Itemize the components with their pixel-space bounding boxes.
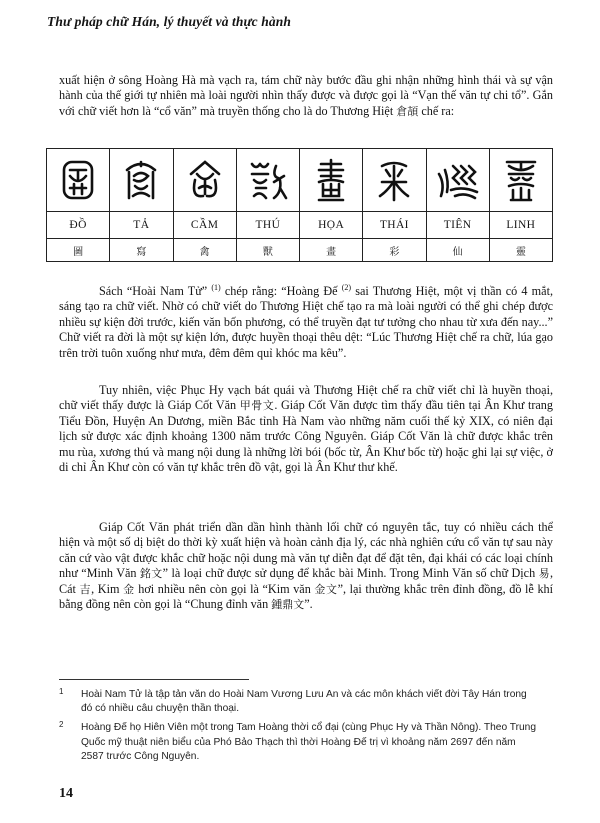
seal-glyph-linh	[489, 149, 552, 212]
page-number: 14	[59, 786, 73, 801]
glyph-han: 仙	[426, 239, 489, 262]
paragraph-hoai-nam-tu: Sách “Hoài Nam Tử” $^{(1)}$ chép rằng: “Hoàng Đế $^{(2)}$ sai Thương Hiệt, một vị thần có 4 mắt, sáng tạo ra chữ viết. Nhờ có chữ viết do Thương Hiệt chế tạo ra mà loài người có thể ghi chép được nhiều sự kiện đời trước, kiến văn bốn phương, có thể truyền đạt tư tưởng cho nhau từ xưa đến nay...” Chữ viết ra đời là một sự kiện lớn, được huyền thoại thêu dệt: “Lúc Thương Hiệt chế ra chữ, lúa gạo trên trời tuôn xuống như mưa, đêm đêm quỉ khóc ma kêu”.	[59, 282, 553, 360]
glyph-name: TIÊN	[426, 212, 489, 239]
glyph-name: CẦM	[173, 212, 236, 239]
glyph-han: 畫	[300, 239, 363, 262]
glyph-name: THÁI	[363, 212, 426, 239]
paragraph-kim-van: Giáp Cốt Văn phát triển dần dần hình thành lối chữ có nguyên tắc, tuy có nhiều cách thể hiện và một số dị biệt do thời kỳ xuất hiện và hoàn cảnh địa lý, các nhà nghiên cứu cổ văn tự sau này căn cứ vào vật được khắc chữ hoặc nội dung mà văn tự diễn đạt để đặt tên, đại khái có các loại chính như “Minh Văn 銘文” là loại chữ được sử dụng để khắc bài Minh. Trong Minh Văn số chữ Dịch 易, Cát 吉, Kim 金 hơi nhiều nên còn gọi là “Kim văn 金文”, lại thường khắc trên đỉnh đồng, đồ lễ khí bằng đồng nên còn gọi là “Chung đỉnh văn 鍾鼎文”.	[59, 520, 554, 612]
glyph-name: LINH	[489, 212, 552, 239]
glyph-han: 寫	[110, 239, 173, 262]
chinese-chars: 銘文	[139, 567, 163, 581]
glyph-han: 禽	[173, 239, 236, 262]
footnotes	[59, 688, 539, 769]
glyph-han: 靈	[489, 239, 552, 262]
footnote-text: Hoàng Đế họ Hiên Viên một trong Tam Hoàng thời cổ đại (cùng Phục Hy và Thần Nông). Theo Trung Quốc mỹ thuật niên biểu của Phó Bảo Thạch thì thời Hoàng Đế trị vì khoảng năm 2697 đến năm 2587 trước Công Nguyên.	[81, 722, 537, 762]
footnote-1	[59, 688, 539, 716]
running-header: Thư pháp chữ Hán, lý thuyết và thực hành	[47, 14, 291, 29]
chinese-chars: 易	[538, 567, 550, 581]
seal-glyph-tien	[426, 149, 489, 212]
footnote-number: 1	[59, 687, 64, 696]
footnote-divider	[59, 679, 249, 680]
footnote-number: 2	[59, 720, 64, 730]
glyph-han: 彩	[363, 239, 426, 262]
seal-glyph-ta	[110, 149, 173, 212]
paragraph-intro: xuất hiện ở sông Hoàng Hà mà vạch ra, tám chữ này bước đầu ghi nhận những hình thái và sự vận hành của thế giới tự nhiên mà loài người nhìn thấy được và được gọi là “Vạn thế văn tự chi tổ”. Gắn với chữ viết hơn là “cổ văn” mà truyền thống cho là do Thương Hiệt 倉頡 chế ra:	[59, 73, 553, 118]
seal-glyph-do	[47, 149, 110, 212]
seal-glyph-hoa	[300, 149, 363, 212]
chinese-chars: 倉頡	[396, 104, 419, 118]
chinese-chars: 鍾鼎文	[271, 598, 305, 612]
chinese-chars: 甲骨文	[239, 399, 275, 413]
glyph-name: ĐỒ	[47, 212, 110, 239]
seal-glyph-cam	[173, 149, 236, 212]
glyph-name: TẢ	[110, 212, 173, 239]
footnote-text: Hoài Nam Tử là tập tản văn do Hoài Nam Vương Lưu An và các môn khách viết đời Tây Hán trong đó có nhiều câu chuyện thần thoại.	[81, 689, 527, 715]
footnote-ref-1: (1)	[211, 282, 221, 292]
footnote-2	[59, 721, 539, 764]
glyph-han: 獸	[236, 239, 299, 262]
glyph-han: 圖	[47, 239, 110, 262]
seal-script-table	[46, 148, 553, 262]
chinese-chars: 吉	[79, 582, 92, 596]
seal-glyph-thai	[363, 149, 426, 212]
glyph-name: HỌA	[300, 212, 363, 239]
seal-glyph-thu	[236, 149, 299, 212]
paragraph-giap-cot-van: Tuy nhiên, việc Phục Hy vạch bát quái và Thương Hiệt chế ra chữ viết chỉ là huyền thoại, chữ viết thấy được là Giáp Cốt Văn 甲骨文. Giáp Cốt Văn được tìm thấy đầu tiên tại Ân Khư trang Tiểu Đồn, Huyện An Dương, miền Bắc tỉnh Hà Nam vào những năm cuối thế kỷ XIX, có niên đại lịch sử được xác định khoảng 1300 năm trước Công Nguyên. Giáp Cốt Văn là chữ được khắc trên mu rùa, xương thú và mang nội dung là những lời bói (bốc từ, Ân Khư bốc từ) hoặc ghi lại sự việc, ở di chỉ Ân Khư còn có văn tự khắc trên đồ vật, gọi là Ân Khư thư khế.	[59, 383, 553, 475]
footnote-ref-2: (2)	[341, 282, 352, 292]
chinese-chars: 金	[123, 582, 135, 596]
glyph-name: THÚ	[236, 212, 299, 239]
chinese-chars: 金文	[314, 582, 338, 596]
